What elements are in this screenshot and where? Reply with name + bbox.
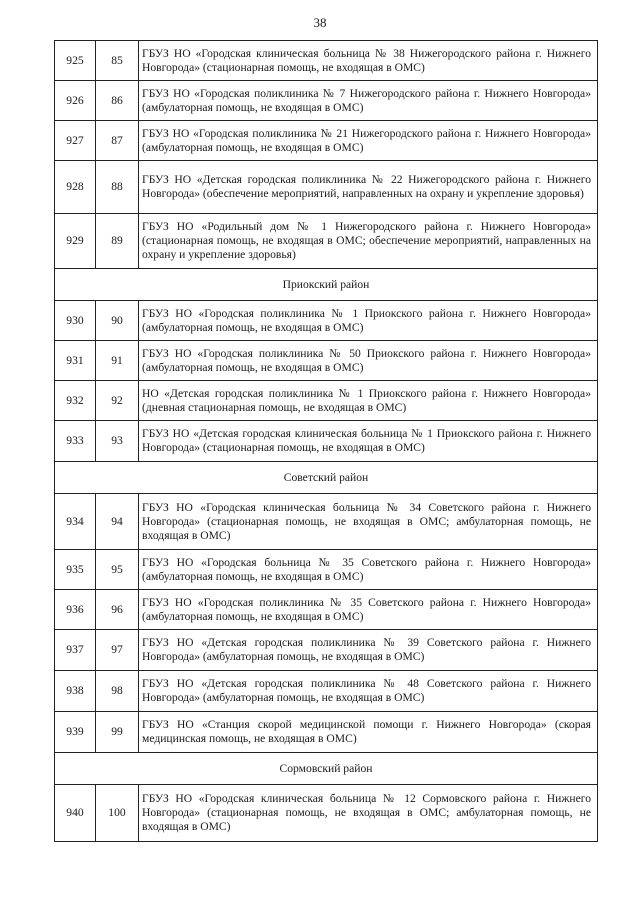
table-row xyxy=(55,381,598,421)
institution-description: ГБУЗ НО «Городская больница № 35 Советского района г. Нижнего Новгорода» (амбулаторная помощь, не входящая в ОМС) xyxy=(139,550,598,590)
row-number: 936 xyxy=(55,590,96,630)
institution-description: ГБУЗ НО «Городская поликлиника № 50 Приокского района г. Нижнего Новгорода» (амбулаторная помощь, не входящая в ОМС) xyxy=(139,341,598,381)
row-subnumber: 94 xyxy=(96,494,139,550)
row-number: 928 xyxy=(55,161,96,214)
section-row xyxy=(55,753,598,785)
row-subnumber: 95 xyxy=(96,550,139,590)
table-row xyxy=(55,81,598,121)
row-subnumber: 92 xyxy=(96,381,139,421)
institution-description: ГБУЗ НО «Городская поликлиника № 21 Нижегородского района г. Нижнего Новгорода» (амбулаторная помощь, не входящая в ОМС) xyxy=(139,121,598,161)
table-row xyxy=(55,41,598,81)
row-subnumber: 87 xyxy=(96,121,139,161)
institution-description: ГБУЗ НО «Городская поликлиника № 7 Нижегородского района г. Нижнего Новгорода» (амбулаторная помощь, не входящая в ОМС) xyxy=(139,81,598,121)
row-subnumber: 99 xyxy=(96,712,139,753)
row-subnumber: 86 xyxy=(96,81,139,121)
section-title: Сормовский район xyxy=(55,753,598,785)
row-number: 929 xyxy=(55,214,96,269)
row-number: 935 xyxy=(55,550,96,590)
institution-description: ГБУЗ НО «Городская клиническая больница № 38 Нижегородского района г. Нижнего Новгорода» (стационарная помощь, не входящая в ОМС) xyxy=(139,41,598,81)
row-subnumber: 85 xyxy=(96,41,139,81)
institution-description: НО «Детская городская поликлиника № 1 Приокского района г. Нижнего Новгорода» (дневная стационарная помощь, не входящая в ОМС) xyxy=(139,381,598,421)
table-row xyxy=(55,630,598,671)
row-number: 937 xyxy=(55,630,96,671)
table-row xyxy=(55,494,598,550)
table-row xyxy=(55,550,598,590)
institution-description: ГБУЗ НО «Городская клиническая больница № 34 Советского района г. Нижнего Новгорода» (стационарная помощь, не входящая в ОМС; амбулаторная помощь, не входящая в ОМС) xyxy=(139,494,598,550)
table-row xyxy=(55,785,598,842)
row-number: 932 xyxy=(55,381,96,421)
institution-description: ГБУЗ НО «Детская городская поликлиника № 22 Нижегородского района г. Нижнего Новгорода» (обеспечение мероприятий, направленных на охрану и укрепление здоровья) xyxy=(139,161,598,214)
institution-description: ГБУЗ НО «Станция скорой медицинской помощи г. Нижнего Новгорода» (скорая медицинская помощь, не входящая в ОМС) xyxy=(139,712,598,753)
row-subnumber: 93 xyxy=(96,421,139,462)
row-subnumber: 90 xyxy=(96,301,139,341)
table-row xyxy=(55,121,598,161)
row-number: 934 xyxy=(55,494,96,550)
row-number: 940 xyxy=(55,785,96,842)
row-number: 931 xyxy=(55,341,96,381)
row-number: 930 xyxy=(55,301,96,341)
row-subnumber: 96 xyxy=(96,590,139,630)
table-row xyxy=(55,301,598,341)
section-title: Советский район xyxy=(55,462,598,494)
row-number: 939 xyxy=(55,712,96,753)
row-number: 933 xyxy=(55,421,96,462)
institutions-table xyxy=(54,40,598,842)
section-row xyxy=(55,269,598,301)
table-row xyxy=(55,341,598,381)
section-title: Приокский район xyxy=(55,269,598,301)
row-subnumber: 98 xyxy=(96,671,139,712)
row-number: 938 xyxy=(55,671,96,712)
row-number: 926 xyxy=(55,81,96,121)
table-row xyxy=(55,214,598,269)
institution-description: ГБУЗ НО «Детская городская клиническая больница № 1 Приокского района г. Нижнего Новгорода» (стационарная помощь, не входящая в ОМС) xyxy=(139,421,598,462)
table-row xyxy=(55,712,598,753)
institution-description: ГБУЗ НО «Городская клиническая больница № 12 Сормовского района г. Нижнего Новгорода» (стационарная помощь, не входящая в ОМС; амбулаторная помощь, не входящая в ОМС) xyxy=(139,785,598,842)
table-row xyxy=(55,421,598,462)
table-row xyxy=(55,590,598,630)
institution-description: ГБУЗ НО «Городская поликлиника № 1 Приокского района г. Нижнего Новгорода» (амбулаторная помощь, не входящая в ОМС) xyxy=(139,301,598,341)
institution-description: ГБУЗ НО «Городская поликлиника № 35 Советского района г. Нижнего Новгорода» (амбулаторная помощь, не входящая в ОМС) xyxy=(139,590,598,630)
table-row xyxy=(55,671,598,712)
row-subnumber: 88 xyxy=(96,161,139,214)
institution-description: ГБУЗ НО «Детская городская поликлиника № 39 Советского района г. Нижнего Новгорода» (амбулаторная помощь, не входящая в ОМС) xyxy=(139,630,598,671)
institution-description: ГБУЗ НО «Родильный дом № 1 Нижегородского района г. Нижнего Новгорода» (стационарная помощь, не входящая в ОМС; обеспечение мероприятий, направленных на охрану и укрепление здоровья) xyxy=(139,214,598,269)
page-number: 38 xyxy=(313,15,327,30)
institution-description: ГБУЗ НО «Детская городская поликлиника № 48 Советского района г. Нижнего Новгорода» (амбулаторная помощь, не входящая в ОМС) xyxy=(139,671,598,712)
row-subnumber: 100 xyxy=(96,785,139,842)
row-subnumber: 97 xyxy=(96,630,139,671)
table-row xyxy=(55,161,598,214)
row-subnumber: 91 xyxy=(96,341,139,381)
row-number: 925 xyxy=(55,41,96,81)
row-number: 927 xyxy=(55,121,96,161)
row-subnumber: 89 xyxy=(96,214,139,269)
section-row xyxy=(55,462,598,494)
table-body xyxy=(55,41,598,842)
